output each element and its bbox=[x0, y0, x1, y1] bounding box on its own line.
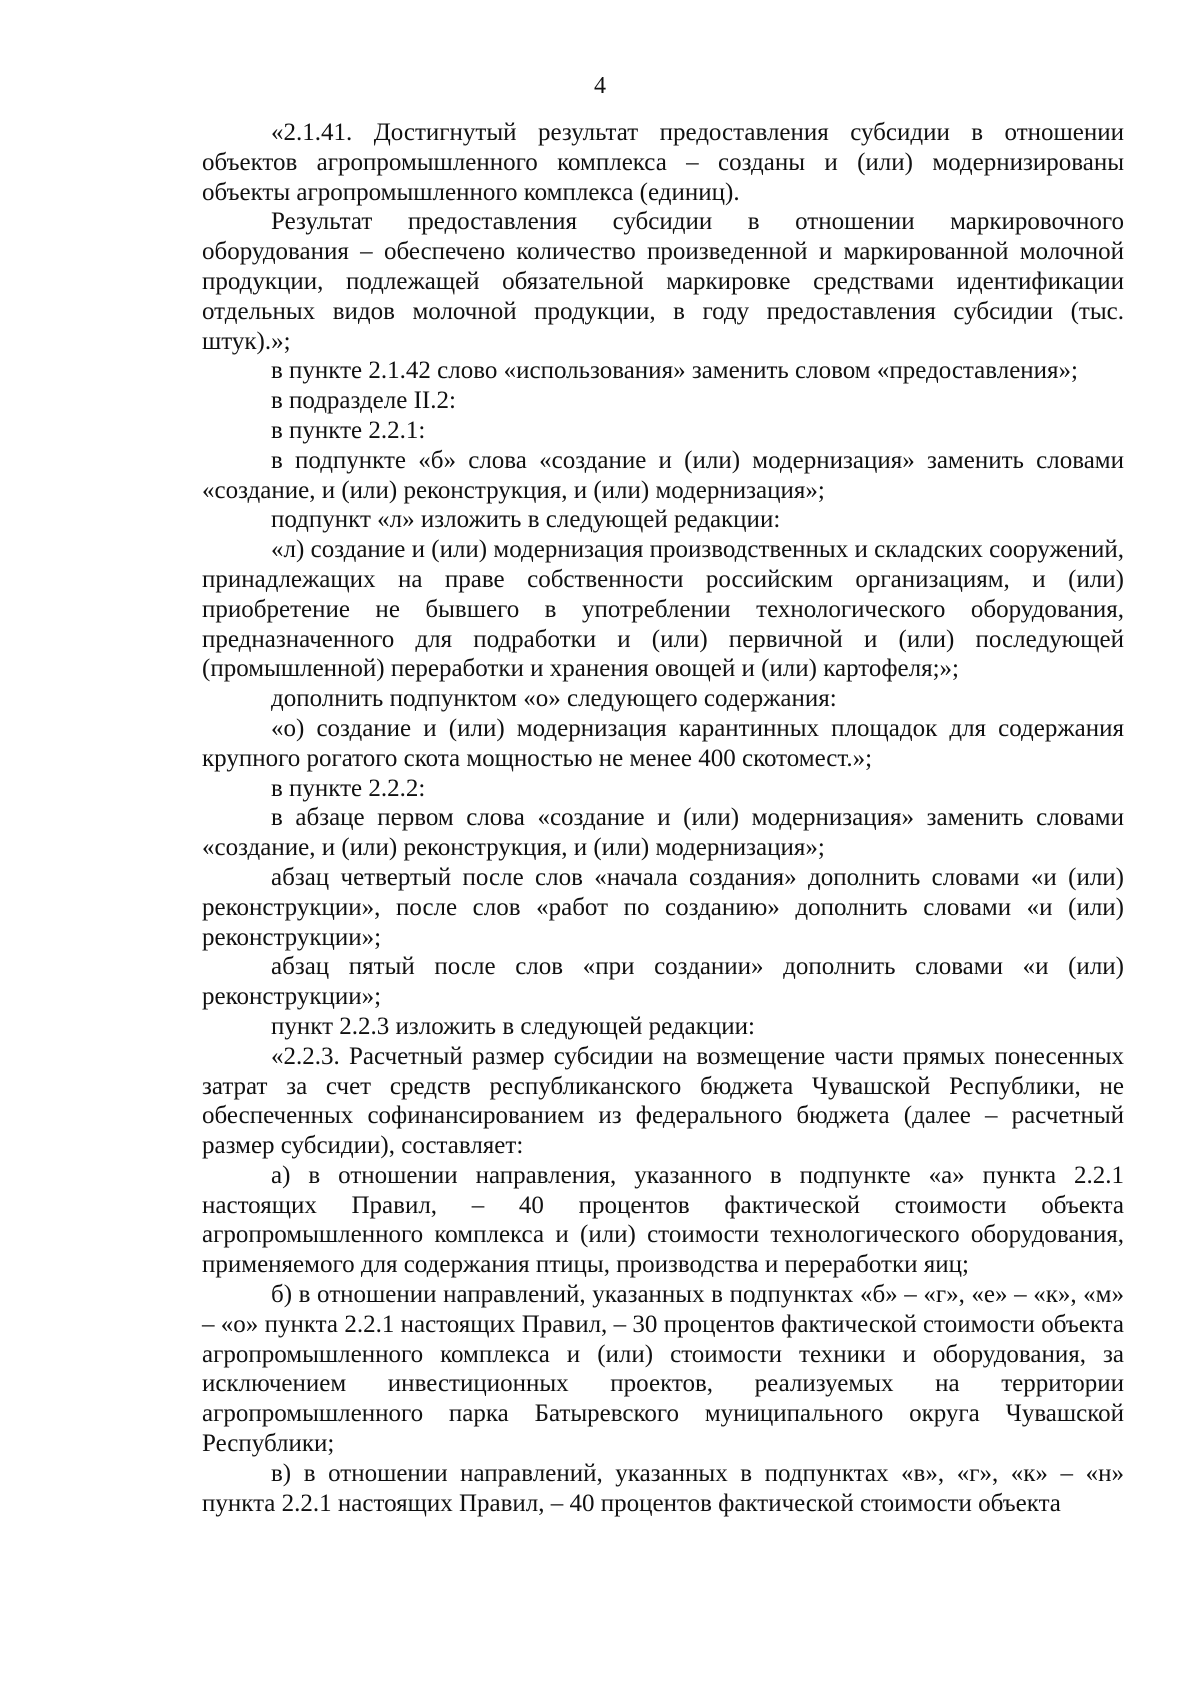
paragraph-clause-2-2-2: в пункте 2.2.2: bbox=[271, 774, 426, 802]
paragraph-clause-2-2-3-intro: пункт 2.2.3 изложить в следующей редакции: bbox=[271, 1012, 755, 1040]
paragraph-item-b: б) в отношении направлений, указанных в подпунктах «б» – «г», «е» – «к», «м» – «о» пункта 2.2.1 настоящих Правил, – 30 процентов фактической стоимости объекта агропромышленного комплекса и (или) стоимости техники и оборудования, за исключением инвестиционных проектов, реализуемых на территории агропромышленного парка Батыревского муниципального округа Чувашской Республики; bbox=[202, 1281, 1124, 1458]
paragraph-subclause-o-text: «о) создание и (или) модернизация карантинных площадок для содержания крупного рогатого скота мощностью не менее 400 скотомест.»; bbox=[202, 714, 1124, 772]
paragraph-clause-2-2-1: в пункте 2.2.1: bbox=[271, 416, 426, 444]
page-number: 4 bbox=[594, 73, 606, 99]
paragraph-subsection-2-2: в подразделе II.2: bbox=[271, 387, 456, 415]
paragraph-subclause-b: в подпункте «б» слова «создание и (или) модернизация» заменить словами «создание, и (или) реконструкция, и (или) модернизация»; bbox=[202, 446, 1124, 504]
paragraph-subclause-l-text: «л) создание и (или) модернизация производственных и складских сооружений, принадлежащих на праве собственности российским организациям, и (или) приобретение не бывшего в употреблении технологического оборудования, предназначенного для подработки и (или) первичной и (или) последующей (промышленной) переработки и хранения овощей и (или) картофеля;»; bbox=[202, 536, 1124, 683]
paragraph-clause-2-2-3-text: «2.2.3. Расчетный размер субсидии на возмещение части прямых понесенных затрат за счет средств республиканского бюджета Чувашской Республики, не обеспеченных софинансированием из федерального бюджета (далее – расчетный размер субсидии), составляет: bbox=[202, 1042, 1124, 1160]
paragraph-fifth-abzac: абзац пятый после слов «при создании» дополнить словами «и (или) реконструкции»; bbox=[202, 953, 1124, 1011]
document-body bbox=[202, 118, 1124, 1518]
paragraph-subclause-o-intro: дополнить подпунктом «о» следующего содержания: bbox=[271, 685, 837, 713]
paragraph-result-marking-equipment: Результат предоставления субсидии в отношении маркировочного оборудования – обеспечено количество произведенной и маркированной молочной продукции, подлежащей обязательной маркировке средствами идентификации отдельных видов молочной продукции, в году предоставления субсидии (тыс. штук).»; bbox=[202, 208, 1124, 355]
paragraph-item-v: в) в отношении направлений, указанных в подпунктах «в», «г», «к» – «н» пункта 2.2.1 настоящих Правил, – 40 процентов фактической стоимости объекта bbox=[202, 1459, 1124, 1517]
paragraph-first-abzac: в абзаце первом слова «создание и (или) модернизация» заменить словами «создание, и (или) реконструкция, и (или) модернизация»; bbox=[202, 804, 1124, 862]
paragraph-fourth-abzac: абзац четвертый после слов «начала создания» дополнить словами «и (или) реконструкции», после слов «работ по созданию» дополнить словами «и (или) реконструкции»; bbox=[202, 863, 1124, 951]
paragraph-clause-2-1-42: в пункте 2.1.42 слово «использования» заменить словом «предоставления»; bbox=[271, 357, 1078, 385]
paragraph-subclause-l-intro: подпункт «л» изложить в следующей редакции: bbox=[271, 506, 781, 534]
paragraph-result-agro-objects: «2.1.41. Достигнутый результат предоставления субсидии в отношении объектов агропромышленного комплекса – созданы и (или) модернизированы объекты агропромышленного комплекса (единиц). bbox=[202, 119, 1124, 206]
paragraph-item-a: а) в отношении направления, указанного в подпункте «а» пункта 2.2.1 настоящих Правил, – 40 процентов фактической стоимости объекта агропромышленного комплекса и (или) стоимости технологического оборудования, применяемого для содержания птицы, производства и переработки яиц; bbox=[202, 1161, 1124, 1279]
